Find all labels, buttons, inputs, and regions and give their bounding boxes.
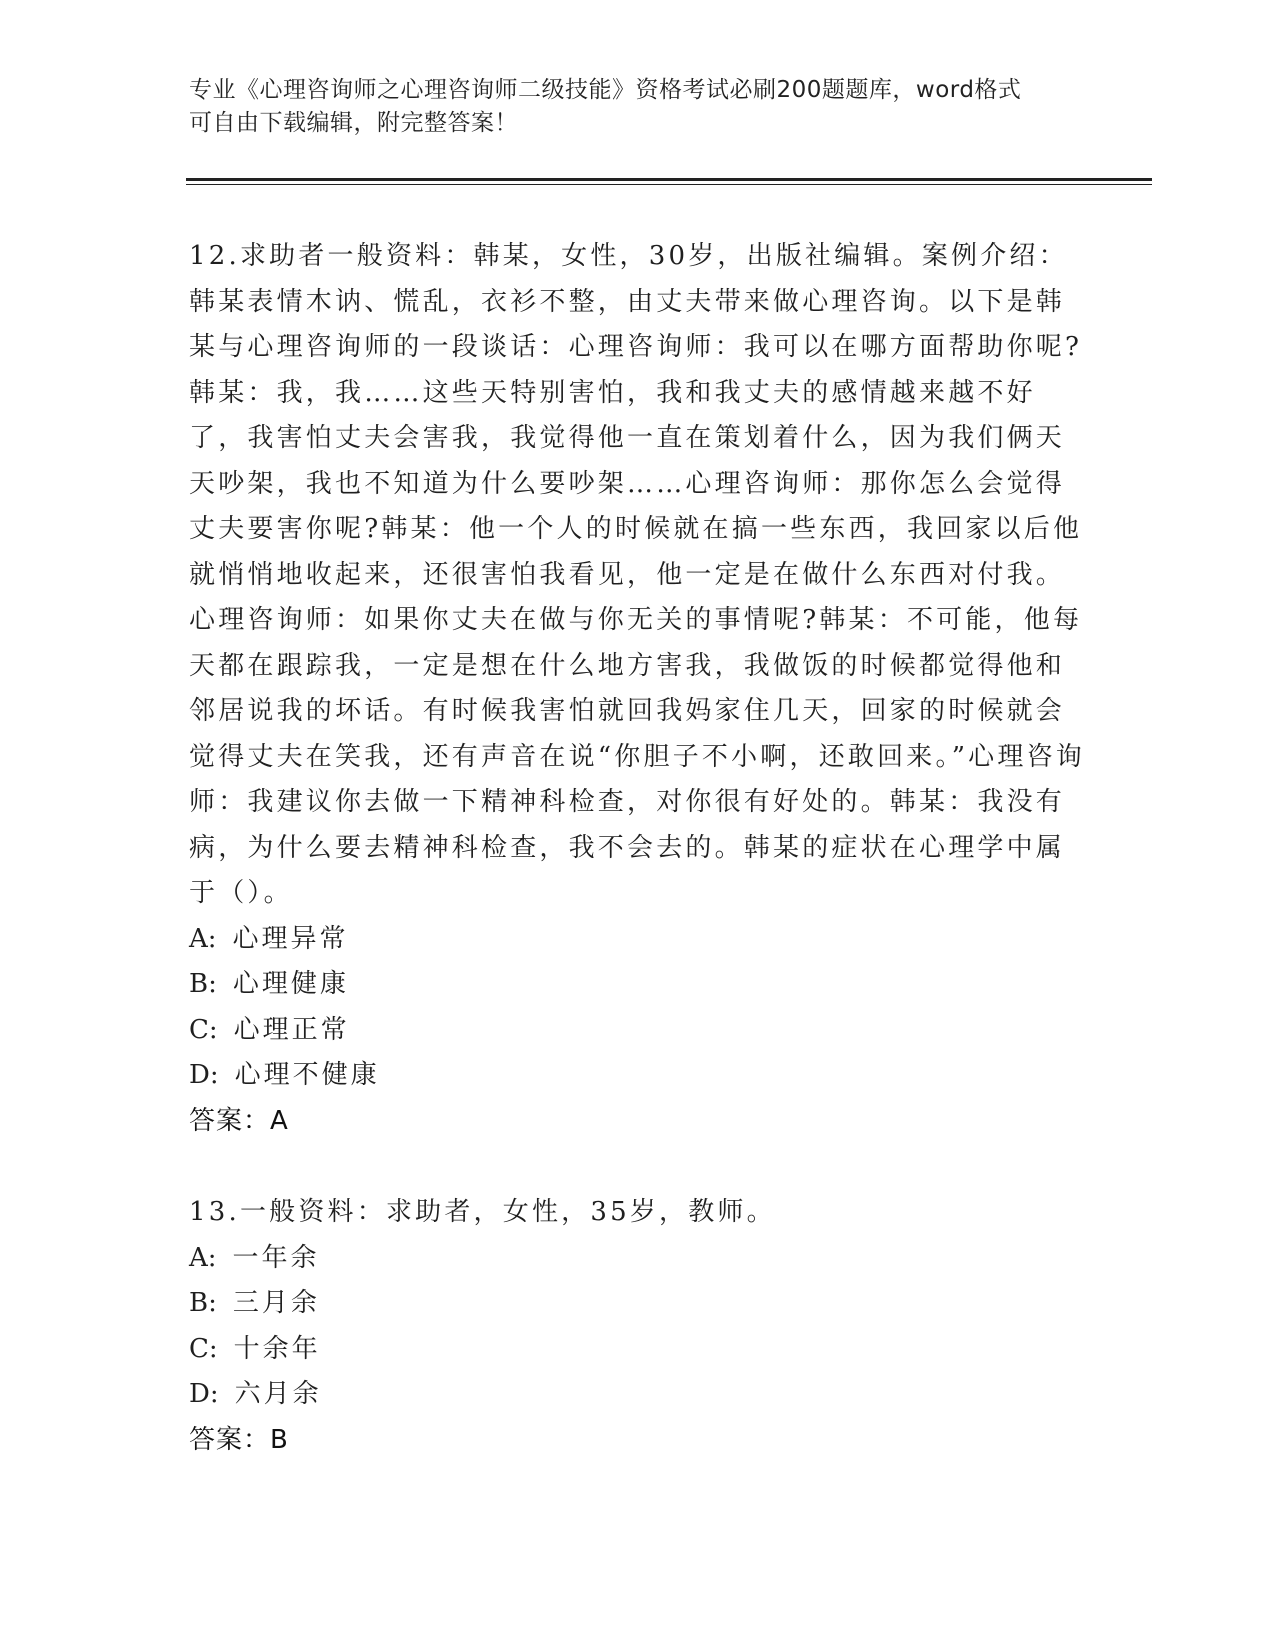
option-text: 三月余	[232, 1288, 320, 1318]
option-text: 一年余	[232, 1242, 320, 1273]
option-label: D:	[189, 1060, 219, 1090]
header-subtitle-line: 可自由下载编辑，附完整答案！	[189, 110, 518, 136]
option-d	[189, 1053, 1089, 1099]
option-d	[189, 1372, 1089, 1418]
option-text: 心理异常	[232, 923, 349, 954]
header-divider-thin	[186, 184, 1152, 185]
question-text: 12.求助者一般资料：韩某，女性，30岁，出版社编辑。案例介绍：韩某表情木讷、慌乱，衣衫不整，由丈夫带来做心理咨询。以下是韩某与心理咨询师的一段谈话：心理咨询师：我可以在哪方面帮助你呢?韩某：我，我……这些天特别害怕，我和我丈夫的感情越来越不好了，我害怕丈夫会害我，我觉得他一直在策划着什么，因为我们俩天天吵架，我也不知道为什么要吵架……心理咨询师：那你怎么会觉得丈夫要害你呢?韩某：他一个人的时候就在搞一些东西，我回家以后他就悄悄地收起来，还很害怕我看见，他一定是在做什么东西对付我。心理咨询师：如果你丈夫在做与你无关的事情呢?韩某：不可能，他每天都在跟踪我，一定是想在什么地方害我，我做饭的时候都觉得他和邻居说我的坏话。有时候我害怕就回我妈家住几天，回家的时候就会觉得丈夫在笑我，还有声音在说“你胆子不小啊，还敢回来。”心理咨询师：我建议你去做一下精神科检查，对你很有好处的。韩某：我没有病，为什么要去精神科检查，我不会去的。韩某的症状在心理学中属于（）。	[189, 241, 1085, 908]
header-divider-thick	[186, 178, 1152, 181]
question-13	[189, 1190, 1089, 1463]
option-a	[189, 1236, 1089, 1282]
option-text: 心理健康	[232, 969, 349, 999]
question-12	[189, 234, 1089, 1144]
option-b	[189, 962, 1089, 1008]
option-label: D:	[189, 1379, 219, 1409]
answer-line: 答案：A	[189, 1105, 289, 1136]
option-b	[189, 1281, 1089, 1327]
option-label: C:	[189, 1333, 218, 1364]
header-title-line: 专业《心理咨询师之心理咨询师二级技能》资格考试必刷200题题库，word格式	[189, 77, 1022, 103]
option-label: A:	[189, 1242, 217, 1273]
option-text: 心理不健康	[234, 1060, 380, 1090]
option-text: 心理正常	[233, 1014, 350, 1045]
answer-line: 答案：B	[189, 1424, 289, 1455]
option-label: A:	[189, 923, 217, 954]
option-label: B:	[189, 969, 217, 999]
option-a	[189, 917, 1089, 963]
option-c	[189, 1008, 1089, 1054]
document-header	[189, 74, 1089, 140]
option-c	[189, 1327, 1089, 1373]
option-text: 六月余	[234, 1379, 322, 1409]
question-text: 13.一般资料：求助者，女性，35岁，教师。	[189, 1197, 776, 1227]
option-label: B:	[189, 1288, 217, 1318]
option-label: C:	[189, 1014, 218, 1045]
option-text: 十余年	[233, 1333, 321, 1364]
